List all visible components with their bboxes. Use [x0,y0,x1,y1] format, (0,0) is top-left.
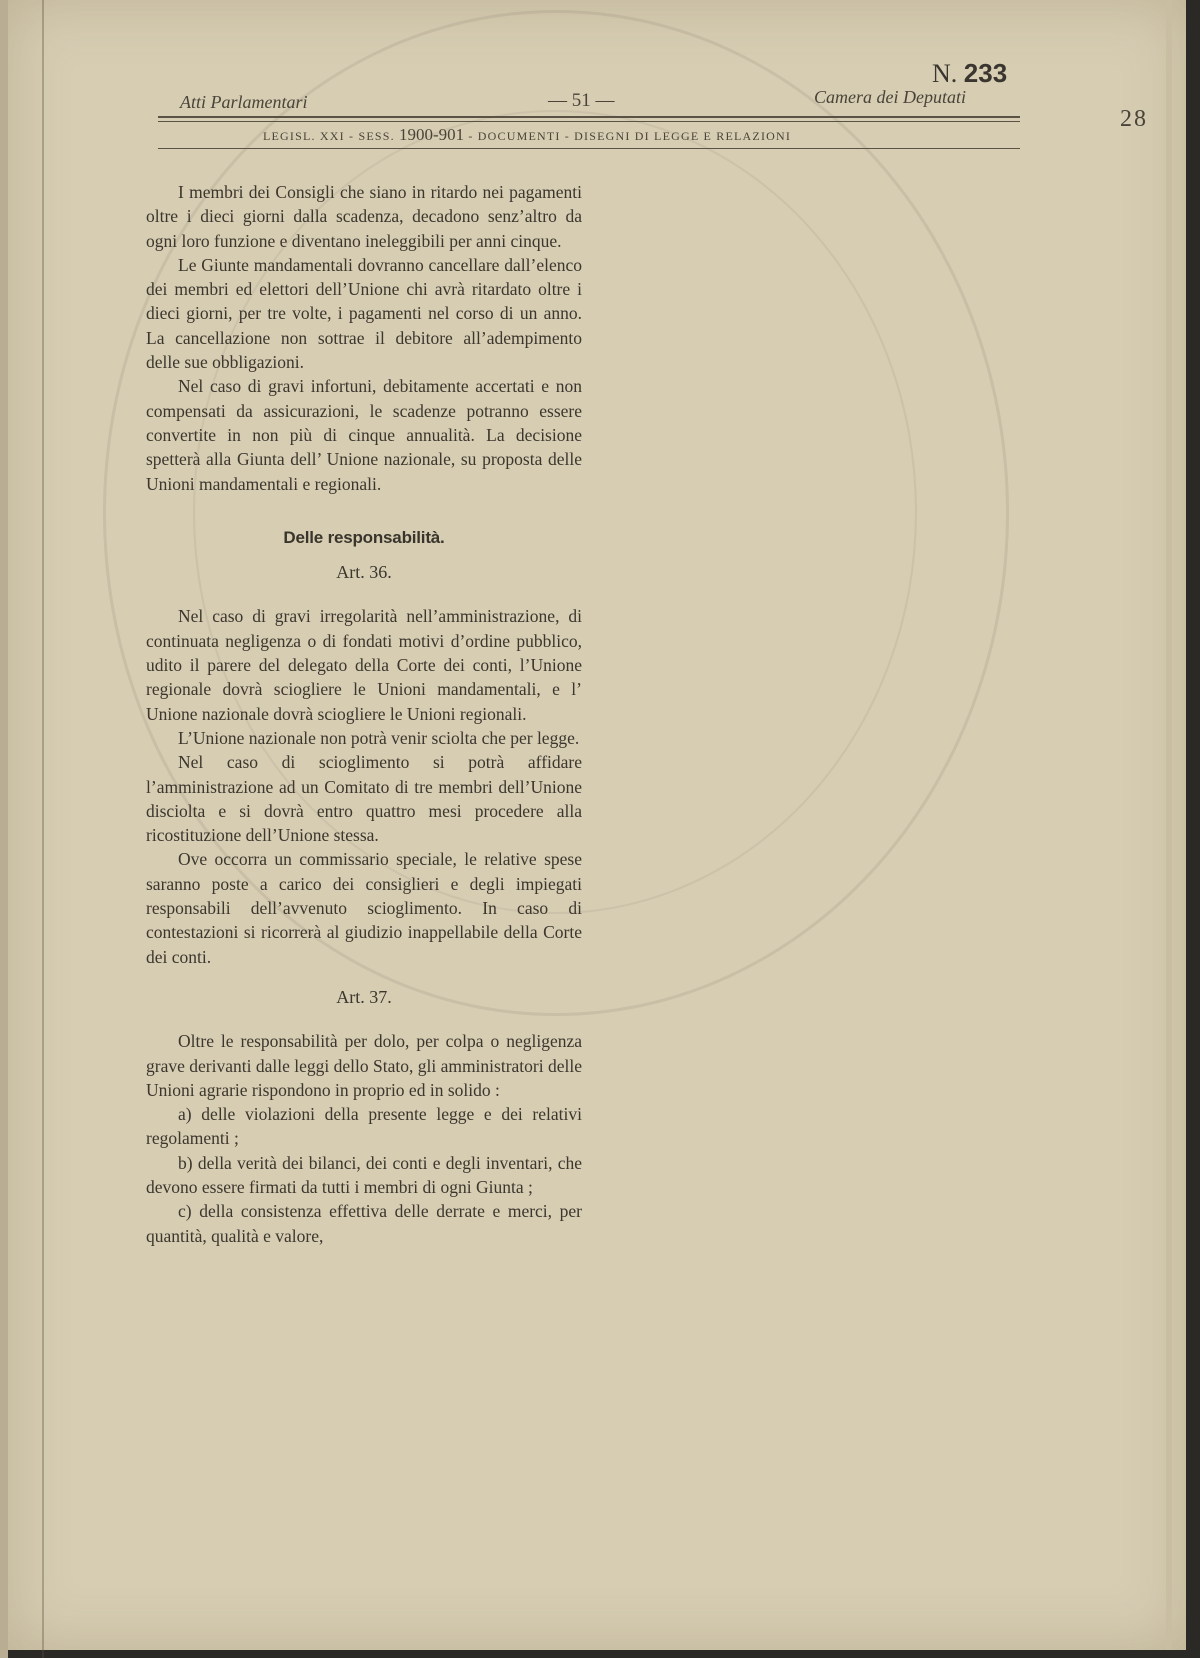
page-edge-right [1166,0,1172,1650]
document-number [932,58,1007,89]
paragraph: I membri dei Consigli che siano in ritardo nei pagamenti oltre i dieci giorni dalla scadenza, decadono senz’altro da ogni loro funzione e diventano ineleggibili per anni cinque. [146,182,582,251]
text-column [146,180,582,1248]
page-edge-left [0,0,8,1658]
list-item [146,1199,582,1248]
article-36-title: Art. 36. [336,562,392,583]
list-item-text: delle violazioni della presente legge e dei relativi regolamenti ; [146,1104,582,1149]
header-camera-deputati: Camera dei Deputati [814,87,966,107]
document-number-value: 233 [963,58,1008,88]
document-number-prefix: N. [932,59,958,88]
list-item-text: della consistenza effettiva delle derrate e merci, per quantità, qualità e valore, [146,1201,582,1246]
header-bottom-rule [158,148,1020,149]
header-page-number: — 51 — [548,90,615,111]
header-atti-parlamentari: Atti Parlamentari [180,92,308,112]
paragraph: Le Giunte mandamentali dovranno cancellare dall’elenco dei membri ed elettori dell’Unione chi avrà ritardato oltre i dieci giorni, per tre volte, i pagamenti nel corso di un anno. La cancellazione non sottrae il debitore all’adempimento delle sue obbligazioni. [146,254,582,373]
section-title: Delle responsabilità. [283,527,445,547]
list-item-label: c) [178,1201,192,1222]
header-documents: - DOCUMENTI - DISEGNI DI LEGGE E RELAZIONI [468,129,792,143]
header-rule-thin [158,121,1020,122]
article-37-title: Art. 37. [336,986,392,1007]
header-legislature-line [263,125,791,145]
paragraph: Ove occorra un commissario speciale, le relative spese saranno poste a carico dei consiglieri e degli impiegati responsabili dell’avvenuto scioglimento. In caso di contestazioni si ricorrerà al giudizio inappellabile della Corte dei conti. [146,849,582,967]
paragraph: Nel caso di gravi irregolarità nell’amministrazione, di continuata negligenza o di fondati motivi d’ordine pubblico, udito il parere del delegato della Corte dei conti, l’Unione regionale dovrà sciogliere le Unioni mandamentali, e l’ Unione nazionale dovrà sciogliere le Unioni regionali. [146,606,582,724]
paragraph: L’Unione nazionale non potrà venir sciolta che per legge. [178,727,580,748]
paragraph: Oltre le responsabilità per dolo, per colpa o negligenza grave derivanti dalle leggi dello Stato, gli amministratori delle Unioni agrarie rispondono in proprio ed in solido : [146,1031,582,1100]
list-item [146,1151,582,1200]
intro-paragraphs [146,180,582,496]
header-years: 1900-901 [399,125,465,144]
list-item-label: b) [178,1152,193,1173]
list-item [146,1102,582,1151]
header-legislature: LEGISL. XXI - SESS. [263,129,395,143]
side-page-number: 28 [1120,106,1148,132]
document-page [8,0,1186,1650]
binding-line [42,0,44,1658]
paragraph: Nel caso di gravi infortuni, debitamente accertati e non compensati da assicurazioni, le scadenze potranno essere convertite in non più di cinque annualità. La decisione spetterà alla Giunta dell’ Unione nazionale, su proposta delle Unioni mandamentali e regionali. [146,376,582,494]
list-item-label: a) [178,1104,192,1125]
paragraph: Nel caso di scioglimento si potrà affidare l’amministrazione ad un Comitato di tre membri dell’Unione disciolta e si dovrà entro quattro mesi procedere alla ricostituzione dell’Unione stessa. [146,752,582,846]
list-item-text: della verità dei bilanci, dei conti e degli inventari, che devono essere firmati da tutti i membri di ogni Giunta ; [146,1152,583,1197]
header-rule [158,116,1020,118]
